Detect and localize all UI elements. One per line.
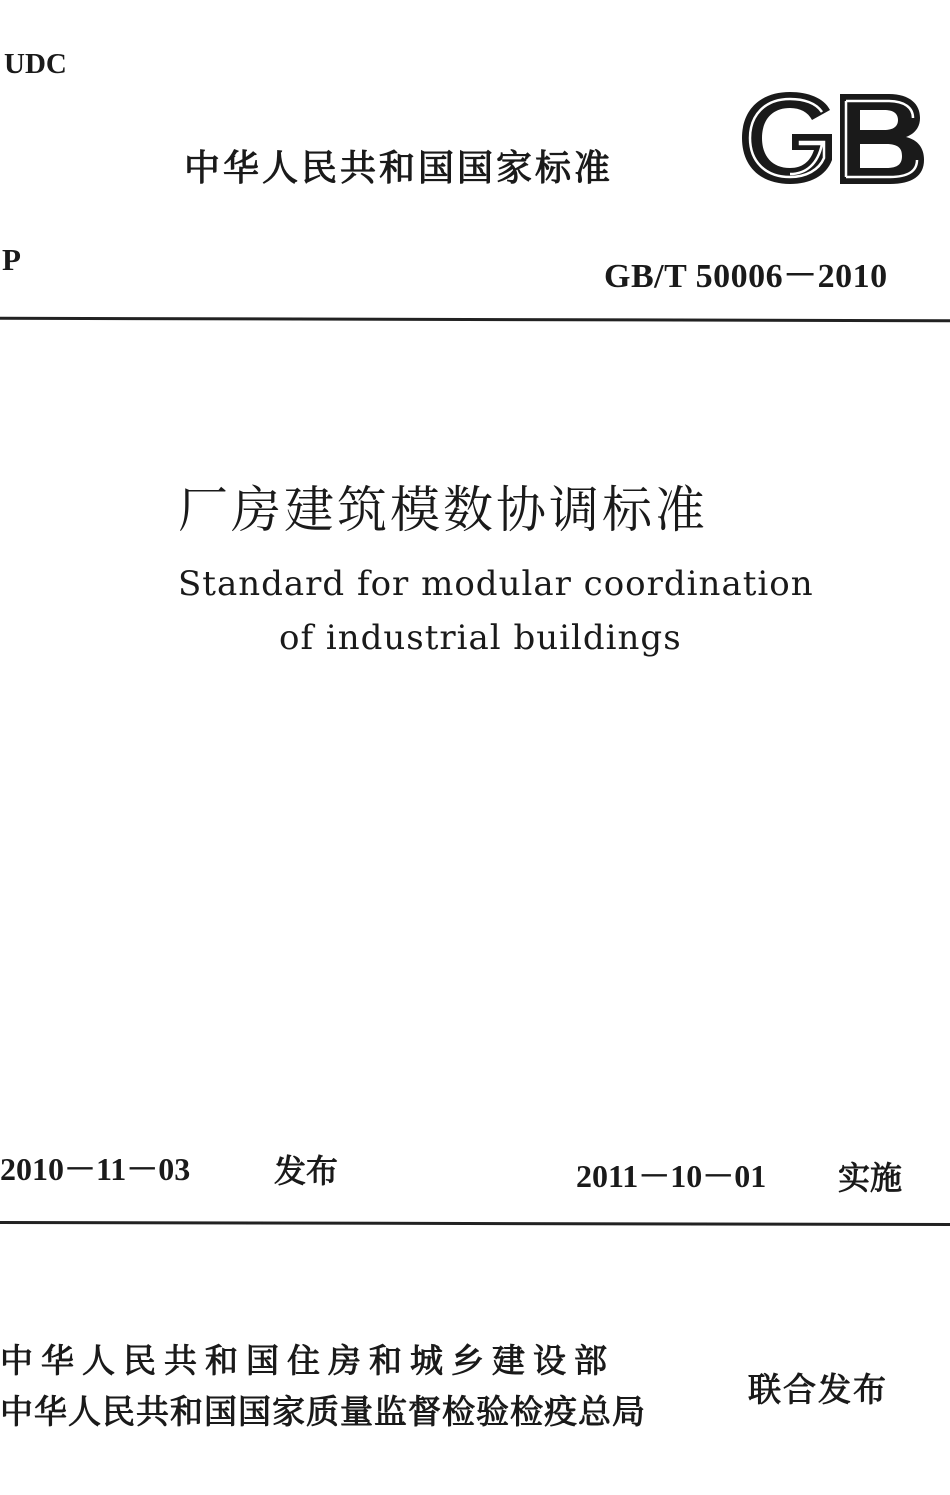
effective-label: 实施 (838, 1159, 903, 1197)
udc-label: UDC (4, 48, 67, 80)
standard-number: GB/T 50006－2010 (604, 258, 888, 295)
title-english-line2: of industrial buildings (279, 618, 682, 658)
title-chinese: 厂房建筑模数协调标准 (178, 481, 708, 539)
joint-publish-label: 联合发布 (748, 1370, 888, 1409)
publish-label: 发布 (274, 1152, 339, 1190)
effective-date: 2011－10－01 (576, 1158, 767, 1194)
category-code: P (2, 242, 21, 277)
issuer-quality-supervision: 中华人民共和国国家质量监督检验检疫总局 (0, 1392, 646, 1431)
national-standard-title: 中华人民共和国国家标准 (184, 148, 614, 189)
bottom-divider (0, 1221, 950, 1226)
gb-logo-icon (738, 88, 926, 188)
publish-date: 2010－11－03 (0, 1151, 191, 1187)
top-divider (0, 317, 950, 322)
issuer-ministry-housing: 中华人民共和国住房和城乡建设部 (0, 1341, 615, 1380)
title-english-line1: Standard for modular coordination (178, 564, 814, 604)
gb-logo (738, 88, 926, 188)
